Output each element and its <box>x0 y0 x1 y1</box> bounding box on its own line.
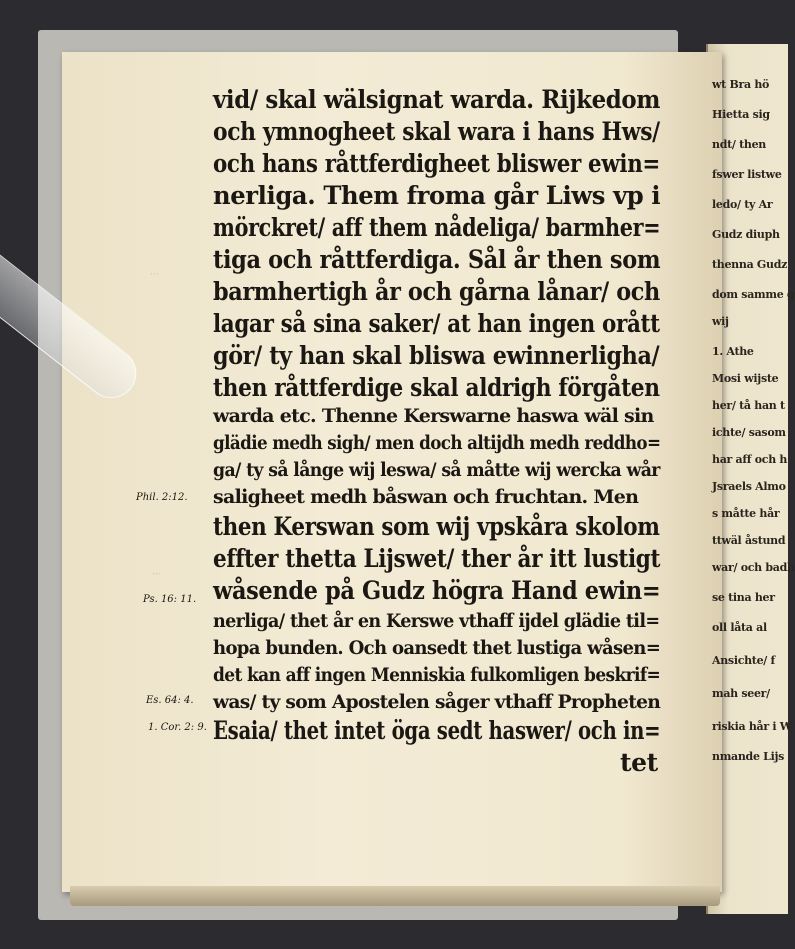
text-line: barmhertigh år och gårna lånar/ och <box>213 277 660 306</box>
text-line: saligheet medh båswan och fruchtan. Men <box>213 486 639 508</box>
facing-page-line: Jsraels Almo <box>712 480 786 493</box>
facing-page-line: wt Bra hö <box>712 78 770 91</box>
catchword: tet <box>620 748 658 777</box>
text-line: effter thetta Lijswet/ ther år itt lustigt <box>213 544 661 573</box>
facing-page-line: 1. Athe <box>712 345 754 358</box>
text-line: wåsende på Gudz högra Hand ewin= <box>213 576 661 605</box>
text-line: tiga och råttferdiga. Sål år then som <box>213 245 661 274</box>
text-line: warda etc. Thenne Kerswarne haswa wäl sin <box>213 405 654 427</box>
margin-note: 1. Cor. 2: 9. <box>148 722 207 733</box>
text-line: vid/ skal wälsignat warda. Rijkedom <box>213 85 661 114</box>
text-line: nerliga/ thet år en Kerswe vthaff ijdel glädie til= <box>213 610 660 632</box>
text-line: hopa bunden. Och oansedt thet lustiga wåsen= <box>213 637 661 659</box>
facing-page-line: se tina her <box>712 591 775 604</box>
facing-page-line: Ansichte/ f <box>712 654 775 667</box>
facing-page-line: ttwäl åstund <box>712 534 786 547</box>
facing-page-line: ichte/ sasom <box>712 426 786 439</box>
facing-page-line: war/ och badh <box>712 561 795 574</box>
facing-page-line: fswer listwe <box>712 168 782 181</box>
text-line: och hans råttferdigheet bliswer ewin= <box>213 149 661 178</box>
text-line: glädie medh sigh/ men doch altijdh medh reddho= <box>213 432 661 454</box>
text-line: det kan aff ingen Menniskia fulkomligen beskrif= <box>213 664 661 686</box>
margin-note: Phil. 2:12. <box>136 492 188 503</box>
facing-page-line: nmande Lijs <box>712 750 785 763</box>
facing-page-line: oll låta al <box>712 621 767 634</box>
text-line: gör/ ty han skal bliswa ewinnerligha/ <box>213 341 660 370</box>
facing-page-line: ndt/ then <box>712 138 766 151</box>
facing-page-line: Gudz diuph <box>712 228 780 241</box>
facing-page-line: her/ tå han t <box>712 399 785 412</box>
text-line: then råttferdige skal aldrigh förgåten <box>213 373 660 402</box>
margin-note: Es. 64: 4. <box>146 695 194 706</box>
text-line: ga/ ty så långe wij leswa/ så måtte wij wercka wår <box>213 459 660 481</box>
text-line: nerliga. Them froma går Liws vp i <box>213 181 661 210</box>
text-line: lagar så sina saker/ at han ingen orått <box>213 309 660 338</box>
facing-page-line: dom samme g <box>712 288 795 301</box>
facing-page-line: s måtte hår <box>712 507 780 520</box>
facing-page-line: har aff och h <box>712 453 788 466</box>
facing-page-line: wij <box>712 315 729 328</box>
text-line: mörckret/ aff them nådeliga/ barmher= <box>213 213 661 242</box>
text-line: was/ ty som Apostelen såger vthaff Propheten <box>213 691 661 713</box>
facing-page-line: ledo/ ty Ar <box>712 198 773 211</box>
facing-page-line: mah seer/ <box>712 687 770 700</box>
bleed-through-mark: ‧‧‧ <box>152 570 161 580</box>
page-edge <box>70 886 720 906</box>
text-line: Esaia/ thet intet öga sedt haswer/ och in= <box>213 716 661 745</box>
facing-page-line: thenna Gudz <box>712 258 788 271</box>
facing-page-line: Hietta sig <box>712 108 770 121</box>
margin-note: Ps. 16: 11. <box>143 594 197 605</box>
bleed-through-mark: ‧‧‧ <box>150 270 159 280</box>
text-line: then Kerswan som wij vpskåra skolom <box>213 512 660 541</box>
facing-page-line: Mosi wijste <box>712 372 779 385</box>
facing-page-line: riskia hår i W <box>712 720 792 733</box>
text-line: och ymnogheet skal wara i hans Hws/ <box>213 117 660 146</box>
